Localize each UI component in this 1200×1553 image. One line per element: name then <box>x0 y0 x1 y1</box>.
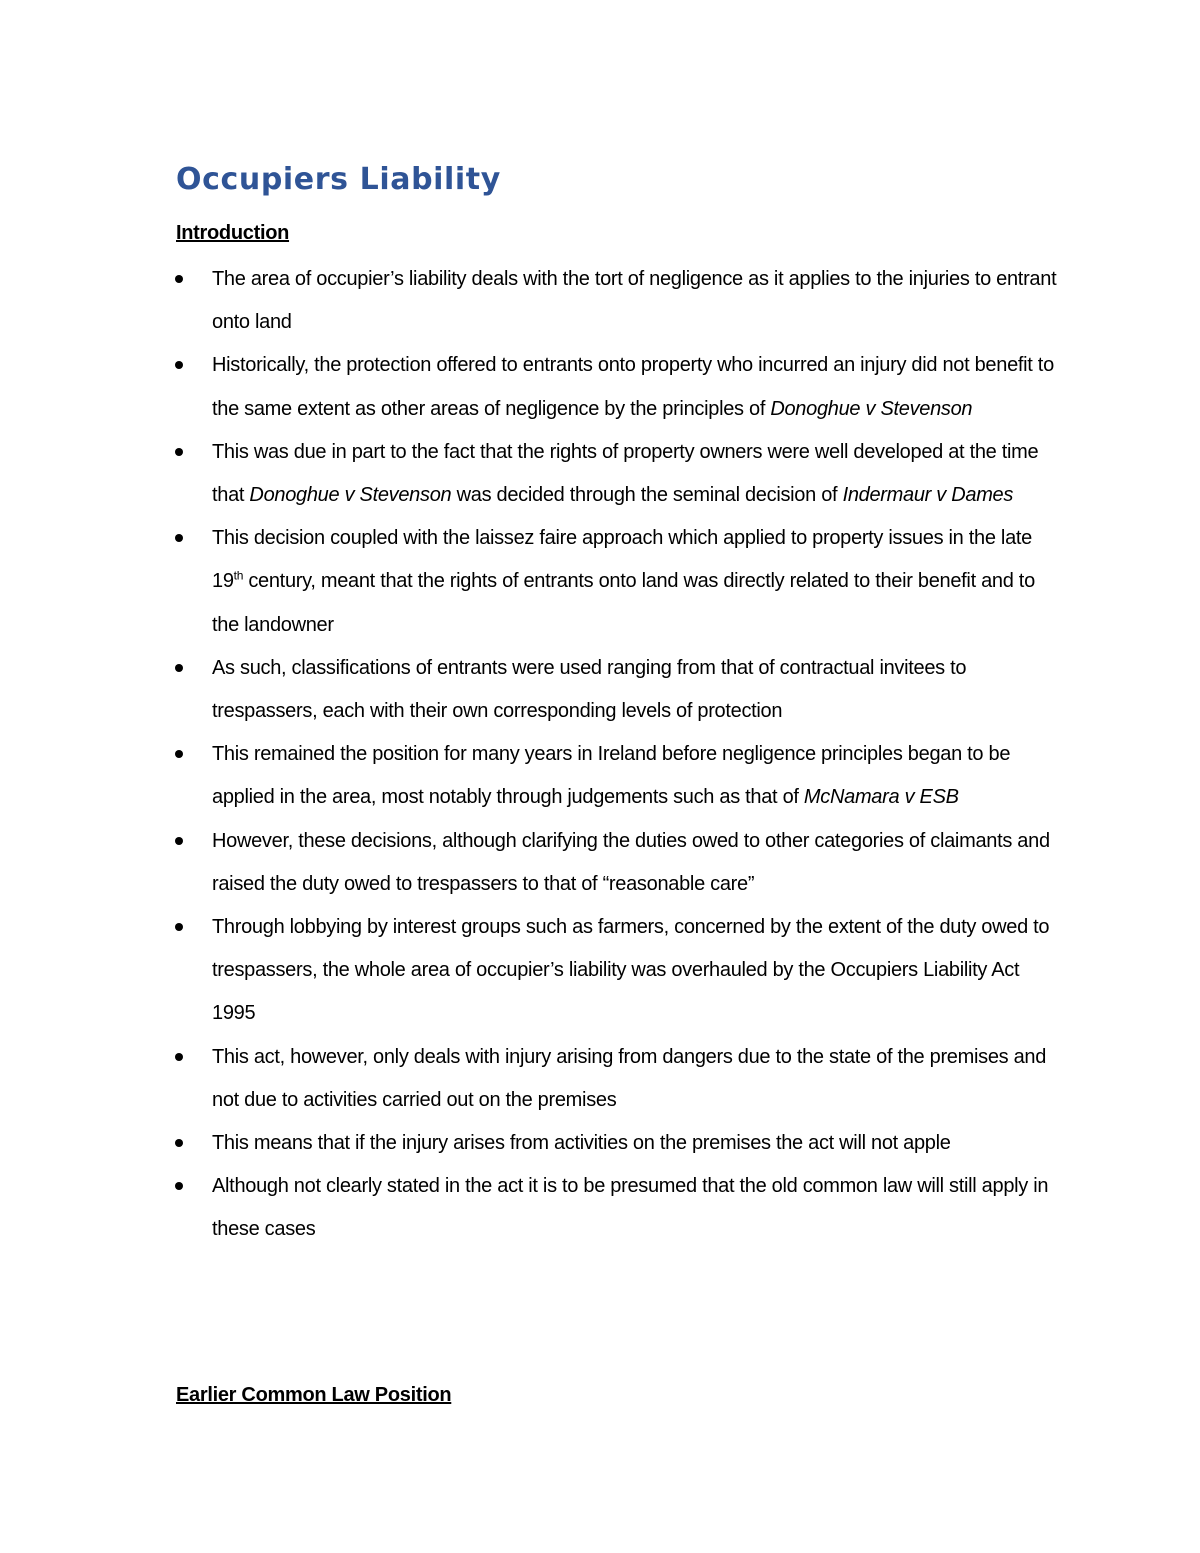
list-item <box>212 1165 1062 1251</box>
bullet-list <box>212 258 1062 1252</box>
list-item <box>212 1122 1062 1165</box>
bullet-dot-icon <box>175 837 183 845</box>
list-item-text: This act, however, only deals with injury arising from dangers due to the state of the premises and not due to activities carried out on the premises <box>212 1045 1047 1111</box>
bullet-dot-icon <box>175 448 183 456</box>
list-item-text: However, these decisions, although clarifying the duties owed to other categories of claimants and raised the duty owed to trespassers to that of “reasonable care” <box>212 829 1050 895</box>
list-item-text: was decided through the seminal decision of <box>451 484 843 507</box>
list-item <box>212 1036 1062 1122</box>
bullet-dot-icon <box>175 361 183 369</box>
bullet-dot-icon <box>175 1139 183 1147</box>
list-item <box>212 517 1062 647</box>
case-citation: McNamara v ESB <box>803 786 959 809</box>
page-title: Occupiers Liability <box>176 162 501 197</box>
list-item <box>212 647 1062 733</box>
list-item <box>212 431 1062 517</box>
section-heading-earlier-common-law: Earlier Common Law Position <box>176 1384 452 1406</box>
list-item <box>212 733 1062 819</box>
list-item-text: This means that if the injury arises from activities on the premises the act will not apple <box>212 1132 951 1155</box>
list-item-text: This remained the position for many years in Ireland before negligence principles began to be applied in the area, most notably through judgements such as that of <box>212 743 1011 809</box>
superscript: th <box>233 568 244 583</box>
list-item <box>212 820 1062 906</box>
bullet-dot-icon <box>175 534 183 542</box>
case-citation <box>843 484 1014 506</box>
list-item-text: This decision coupled with the laissez faire approach which applied to property issues in the late 19 <box>212 527 1032 593</box>
case-citation: Donoghue v Stevenson <box>249 484 452 507</box>
bullet-dot-icon <box>175 750 183 758</box>
list-item <box>212 906 1062 1036</box>
list-item-text: This was due in part to the fact that the rights of property owners were well developed at the time that <box>212 440 1039 507</box>
section-heading-introduction: Introduction <box>176 222 290 244</box>
bullet-dot-icon <box>175 275 183 283</box>
bullet-dot-icon <box>175 923 183 931</box>
list-item <box>212 258 1062 344</box>
list-item-text: century, meant that the rights of entrants onto land was directly related to their benefit and to the landowner <box>212 570 1035 636</box>
case-citation-text: Indermaur v Dames <box>842 484 1014 507</box>
list-item-text: Although not clearly stated in the act it is to be presumed that the old common law will still apply in these cases <box>212 1175 1049 1241</box>
list-item-text: As such, classifications of entrants were used ranging from that of contractual invitees to trespassers, each with their own corresponding levels of protection <box>212 656 967 723</box>
list-item-text: The area of occupier’s liability deals with the tort of negligence as it applies to the injuries to entrant onto land <box>212 268 1057 334</box>
list-item-text: Historically, the protection offered to entrants onto property who incurred an injury did not benefit to the same extent as other areas of negligence by the principles of <box>212 354 1054 420</box>
list-item-text: Through lobbying by interest groups such as farmers, concerned by the extent of the duty owed to trespassers, the whole area of occupier’s liability was overhauled by the Occupiers Liability Act 1995 <box>212 916 1050 1025</box>
bullet-dot-icon <box>175 1053 183 1061</box>
case-citation: Donoghue v Stevenson <box>770 397 973 420</box>
bullet-dot-icon <box>175 664 183 672</box>
list-item <box>212 344 1062 430</box>
bullet-dot-icon <box>175 1182 183 1190</box>
